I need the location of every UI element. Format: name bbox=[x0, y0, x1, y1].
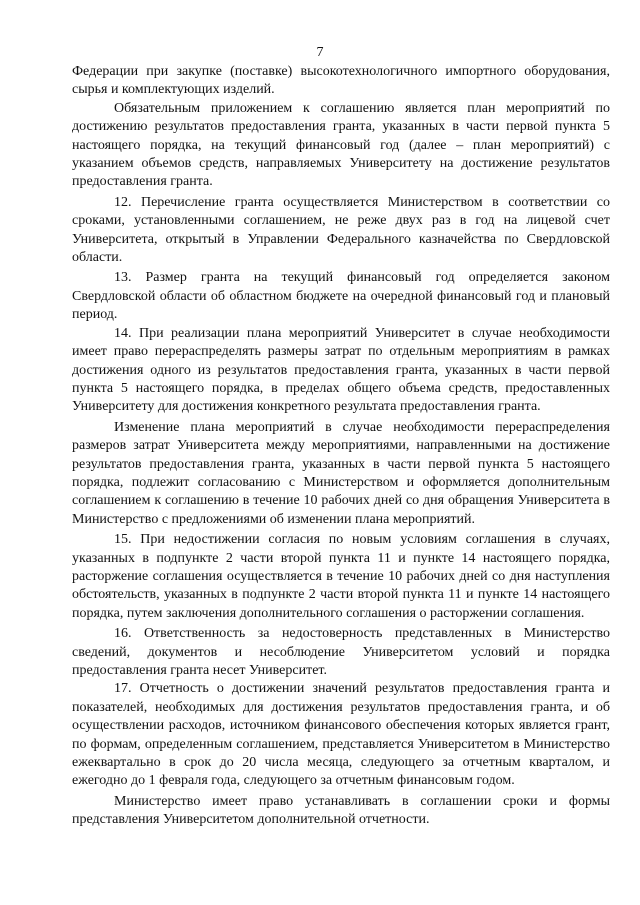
paragraph-16: 16. Ответственность за недостоверность представленных в Министерство сведений, документов и несоблюдение Университетом условий и порядка предоставления гранта несет Университет. bbox=[72, 626, 610, 678]
paragraph-additional-reporting: Министерство имеет право устанавливать в соглашении сроки и формы представления Университетом дополнительной отчетности. bbox=[72, 793, 610, 828]
document-body bbox=[72, 63, 610, 830]
paragraph-plan-appendix: Обязательным приложением к соглашению является план мероприятий по достижению результатов предоставления гранта, указанных в части первой пункта 5 настоящего порядка, на текущий финансовый год (далее – план мероприятий) с указанием объемов средств, направляемых Университету на достижение результатов предоставления гранта. bbox=[72, 100, 610, 190]
paragraph-12: 12. Перечисление гранта осуществляется Министерством в соответствии со сроками, установленными соглашением, не реже двух раз в год на лицевой счет Университета, открытый в Управлении Федерального казначейства по Свердловской области. bbox=[72, 194, 610, 266]
paragraph-continuation: Федерации при закупке (поставке) высокотехнологичного импортного оборудования, сырья и комплектующих изделий. bbox=[72, 64, 610, 98]
paragraph-plan-change: Изменение плана мероприятий в случае необходимости перераспределения размеров затрат Университета между мероприятиями, направленными на достижение результатов предоставления гранта, указанных в части первой пункта 5 настоящего порядка, подлежит согласованию с Министерством и оформляется дополнительным соглашением к соглашению в течение 10 рабочих дней со дня обращения Университета в Министерство с предложениями об изменении плана мероприятий. bbox=[72, 419, 610, 527]
paragraph-17: 17. Отчетность о достижении значений результатов предоставления гранта и показателей, необходимых для достижения результатов предоставления гранта, и об осуществлении расходов, источником финансового обеспечения которых является грант, по формам, определенным соглашением, представляется Университетом в Министерство ежеквартально в срок до 20 числа месяца, следующего за отчетным кварталом, и ежегодно до 1 февраля года, следующего за отчетным финансовым годом. bbox=[72, 681, 610, 789]
paragraph-14: 14. При реализации плана мероприятий Университет в случае необходимости имеет право перераспределять размеры затрат по отдельным мероприятиям в рамках достижения одного из результатов предоставления гранта, указанных в части первой пункта 5 настоящего порядка, в пределах общего объема средств, предоставленных Университету для достижения конкретного результата предоставления гранта. bbox=[72, 325, 610, 415]
page-number: 7 bbox=[316, 45, 324, 60]
paragraph-13: 13. Размер гранта на текущий финансовый год определяется законом Свердловской области об областном бюджете на очередной финансовый год и плановый период. bbox=[72, 270, 610, 323]
paragraph-15: 15. При недостижении согласия по новым условиям соглашения в случаях, указанных в подпункте 2 части второй пункта 11 и пункте 14 настоящего порядка, расторжение соглашения осуществляется в течение 10 рабочих дней со дня наступления обстоятельств, указанных в подпункте 2 части второй пункта 11 и пункте 14 настоящего порядка, путем заключения дополнительного соглашения о расторжении соглашения. bbox=[72, 532, 610, 621]
